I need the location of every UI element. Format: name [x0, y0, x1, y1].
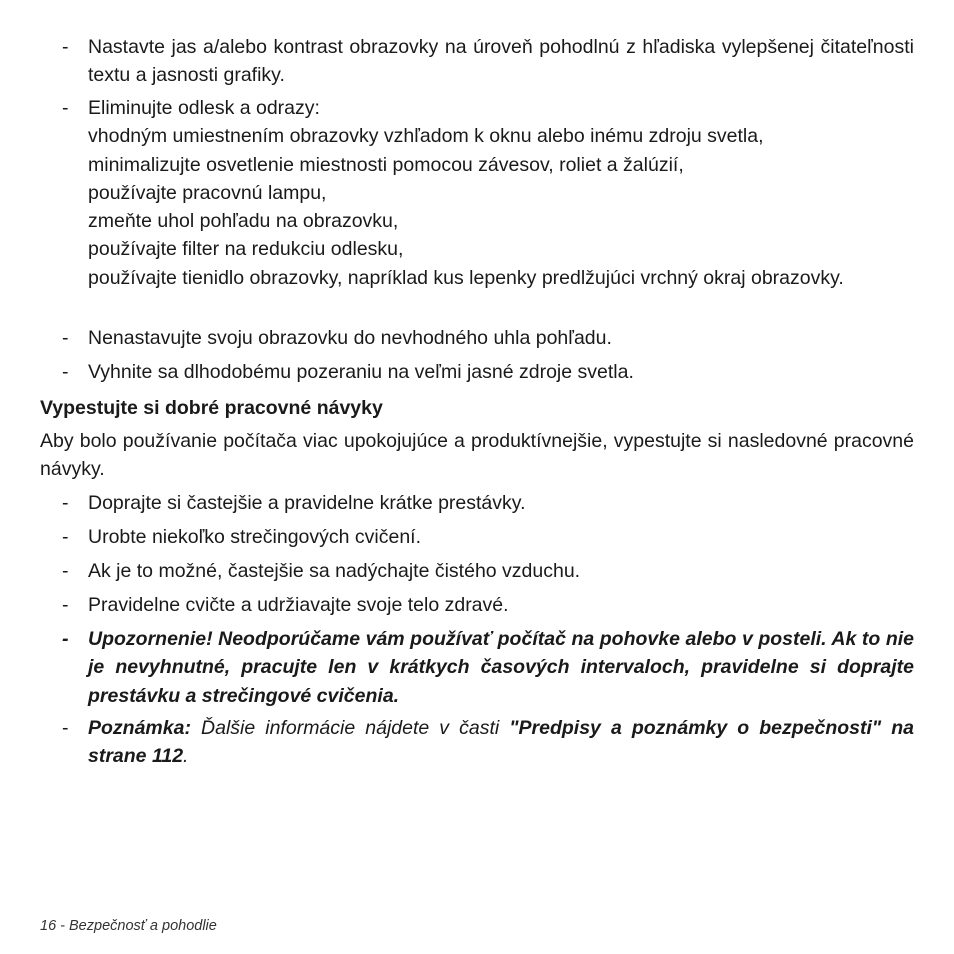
- section-intro: Aby bolo používanie počítača viac upokojujúce a produktívnejšie, vypestujte si nasledovné pracovné návyky.: [40, 430, 914, 481]
- list-dash: -: [62, 560, 69, 582]
- list-dash: -: [62, 36, 69, 58]
- list-dash: -: [62, 492, 69, 514]
- page-footer: 16 - Bezpečnosť a pohodlie: [40, 918, 217, 934]
- list-item-text: Doprajte si častejšie a pravidelne krátke prestávky.: [88, 492, 526, 514]
- warning-text: Upozornenie! Neodporúčame vám používať počítač na pohovke alebo v posteli. Ak to nie je nevyhnutné, pracujte len v krátkych časových intervaloch, pravidelne si doprajte prestávku a strečingové cvičenia.: [88, 628, 914, 707]
- list-item: [62, 33, 914, 90]
- list-item-line: používajte tienidlo obrazovky, napríklad kus lepenky predlžujúci vrchný okraj obrazovky.: [88, 266, 844, 289]
- list-item-text: Pravidelne cvičte a udržiavajte svoje telo zdravé.: [88, 594, 509, 616]
- warning-item: [62, 625, 914, 710]
- list-item-line: používajte pracovnú lampu,: [88, 181, 327, 204]
- note-reference-link[interactable]: "Predpisy a poznámky o bezpečnosti" na strane 112: [88, 717, 914, 768]
- list-item-text: Vyhnite sa dlhodobému pozeraniu na veľmi jasné zdroje svetla.: [88, 361, 634, 383]
- list-item-line: zmeňte uhol pohľadu na obrazovku,: [88, 210, 399, 233]
- list-item-body: [88, 94, 914, 292]
- list-item: [62, 324, 914, 352]
- list-item-text: Nenastavujte svoju obrazovku do nevhodného uhla pohľadu.: [88, 327, 612, 349]
- list-item: [62, 557, 914, 585]
- note-label: Poznámka:: [88, 717, 191, 739]
- list-item-text: Urobte niekoľko strečingových cvičení.: [88, 526, 422, 548]
- note-text: Ďalšie informácie nájdete v časti: [190, 717, 510, 739]
- list-dash: -: [62, 361, 69, 383]
- list-item: [62, 591, 914, 619]
- note-body: [88, 714, 914, 771]
- list-item: [62, 489, 914, 517]
- list-item: [62, 523, 914, 551]
- list-item: [62, 358, 914, 386]
- list-item-line: minimalizujte osvetlenie miestnosti pomocou závesov, roliet a žalúzií,: [88, 153, 684, 176]
- list-item-title: Eliminujte odlesk a odrazy:: [88, 97, 320, 119]
- list-dash: -: [62, 628, 69, 650]
- list-item: [62, 94, 914, 292]
- section-heading: Vypestujte si dobré pracovné návyky: [40, 397, 383, 419]
- list-dash: -: [62, 327, 69, 349]
- note-item: [62, 714, 914, 771]
- list-item-line: používajte filter na redukciu odlesku,: [88, 238, 404, 261]
- list-item-text: Nastavte jas a/alebo kontrast obrazovky na úroveň pohodlnú z hľadiska vylepšenej čitateľnosti textu a jasnosti grafiky.: [88, 36, 914, 87]
- list-dash: -: [62, 526, 69, 548]
- list-item-line: vhodným umiestnením obrazovky vzhľadom k oknu alebo inému zdroju svetla,: [88, 125, 764, 148]
- note-end: .: [183, 745, 189, 768]
- list-dash: -: [62, 717, 69, 739]
- list-item-text: Ak je to možné, častejšie sa nadýchajte čistého vzduchu.: [88, 560, 581, 582]
- list-dash: -: [62, 594, 69, 616]
- list-dash: -: [62, 97, 69, 119]
